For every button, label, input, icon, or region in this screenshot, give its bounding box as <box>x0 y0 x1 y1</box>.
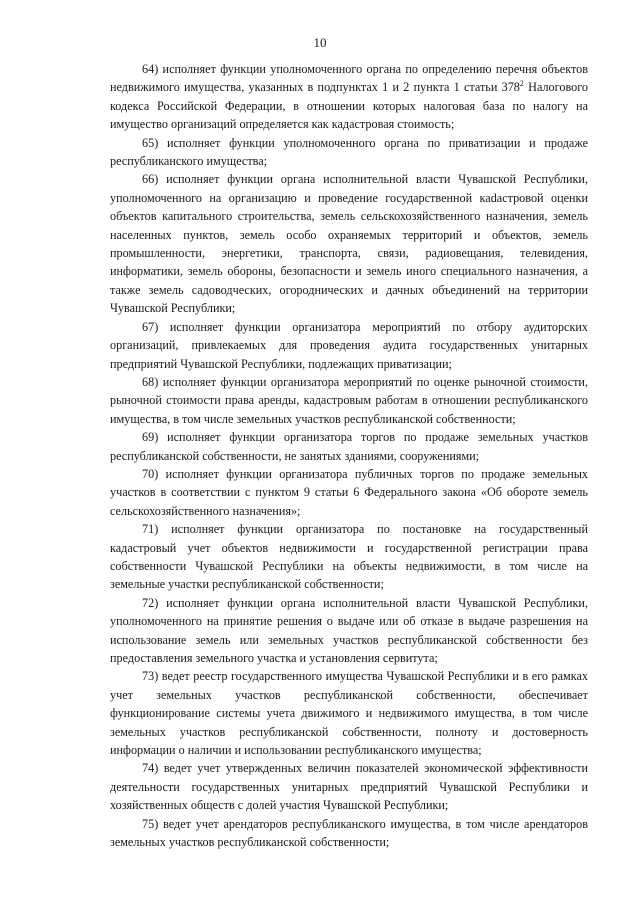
paragraph-64-text-end: Налогового кодекса Российской Федерации, в отношении которых налоговая база по налогу на имущество организаций определяется как кадастровая стоимость; <box>110 80 588 132</box>
paragraph-65: 65) исполняет функции уполномоченного органа по приватизации и продаже республиканского имущества; <box>110 135 588 169</box>
superscript-2: 2 <box>519 79 524 89</box>
paragraph-71: 71) исполняет функции организатора по постановке на государственный кадастровый учет объектов недвижимости и государственной регистрации права собственности Чувашской Республики на объекты недвижимости, в том числе на земельные участки республиканской собственности; <box>110 522 588 592</box>
document-body <box>110 60 588 851</box>
paragraph-73: 73) ведет реестр государственного имущества Чувашской Республики и в его рамках учет земельных участков республиканской собственности, обеспечивает функционирование системы учета движимого и недвижимого имущества, в том числе земельных участков республиканской собственности, полноту и достоверность информации о наличии и использовании республиканского имущества; <box>110 669 588 758</box>
paragraph-68: 68) исполняет функции организатора мероприятий по оценке рыночной стоимости, рыночной стоимости права аренды, кадастровым работам в отношении республиканского имущества, в том числе земельных участков республиканской собственности; <box>110 374 588 426</box>
paragraph-70: 70) исполняет функции организатора публичных торгов по продаже земельных участков в соответствии с пунктом 9 статьи 6 Федерального закона «Об обороте земель сельскохозяйственного назначения»; <box>110 466 588 518</box>
paragraph-74: 74) ведет учет утвержденных величин показателей экономической эффективности деятельности государственных унитарных предприятий Чувашской Республики и хозяйственных обществ с долей участия Чувашской Республики; <box>110 761 588 813</box>
paragraph-64 <box>110 60 588 134</box>
page-number: 10 <box>313 35 327 50</box>
paragraph-67: 67) исполняет функции организатора мероприятий по отбору аудиторских организаций, привлекаемых для проведения аудита государственных унитарных предприятий Чувашской Республики, подлежащих приватизации; <box>110 319 588 371</box>
paragraph-72: 72) исполняет функции органа исполнительной власти Чувашской Республики, уполномоченного на принятие решения о выдаче или об отказе в выдаче разрешения на использование земель или земельных участков республиканской собственности без предоставления земельного участка и установления сервитута; <box>110 595 588 665</box>
paragraph-64-text-start: 64) исполняет функции уполномоченного органа по определению перечня объектов недвижимого имущества, указанных в подпунктах 1 и 2 пункта 1 статьи 378 <box>110 62 588 95</box>
paragraph-75: 75) ведет учет арендаторов республиканского имущества, в том числе арендаторов земельных участков республиканской собственности; <box>110 816 588 850</box>
paragraph-66: 66) исполняет функции органа исполнительной власти Чувашской Республики, уполномоченного на организацию и проведение государственной каdастровой оценки объектов капитального строительства, земель сельскохозяйственного назначения, земель населенных пунктов, земель особо охраняемых территорий и объектов, земель промышленности, энергетики, транспорта, связи, радиовещания, телевидения, информатики, земель обороны, безопасности и земель иного специального назначения, а также земель садоводческих, огороднических и дачных объединений на территории Чувашской Республики; <box>110 172 588 316</box>
paragraph-69: 69) исполняет функции организатора торгов по продаже земельных участков республиканской собственности, не занятых зданиями, сооружениями; <box>110 430 588 463</box>
